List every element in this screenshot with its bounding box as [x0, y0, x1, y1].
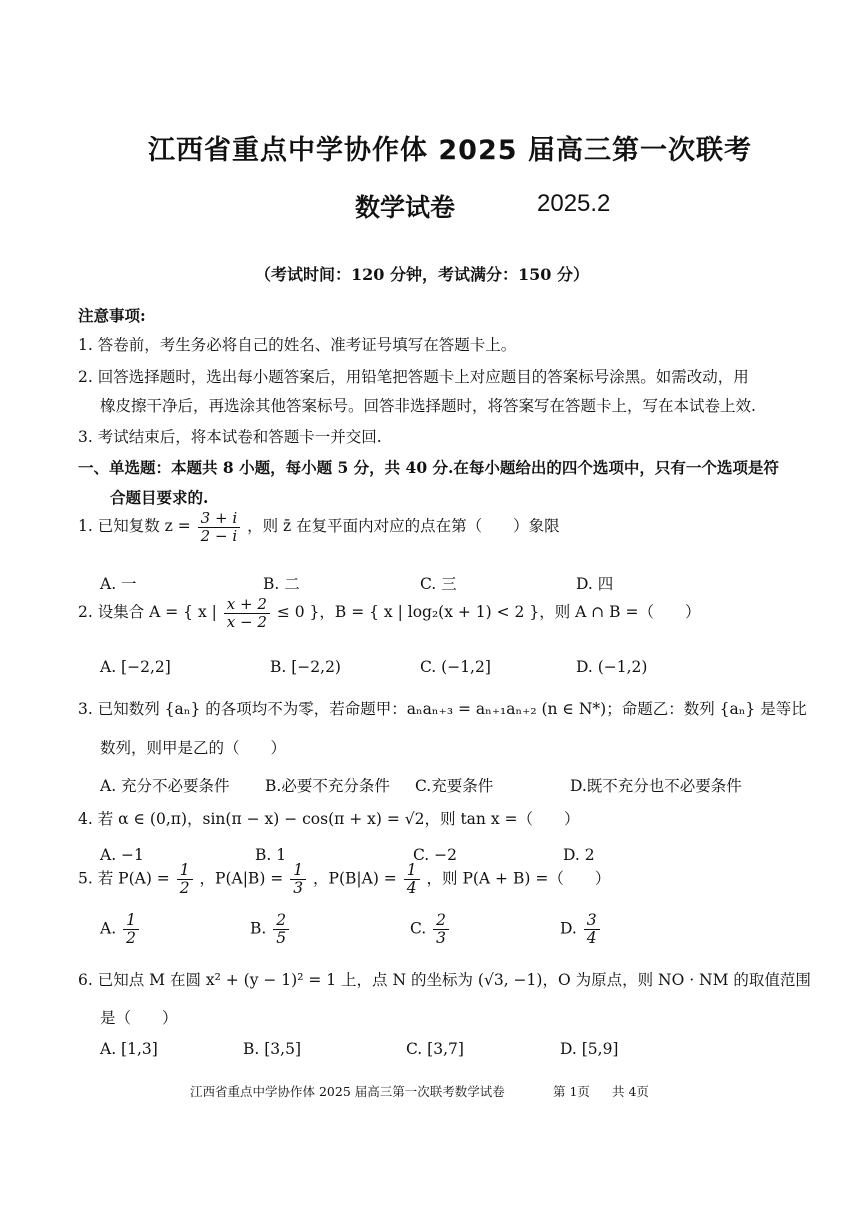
fraction-numerator: 3 — [584, 912, 600, 930]
fraction — [584, 912, 600, 947]
fraction-denominator: 2 − i — [200, 526, 238, 545]
option-a[interactable]: A. [1,3] — [100, 1040, 158, 1058]
notice-item: 橡皮擦干净后，再选涂其他答案标号。回答非选择题时，将答案写在答题卡上，写在本试卷上效. — [100, 397, 756, 415]
option-c[interactable]: C. (−1,2] — [420, 658, 491, 676]
question-2-tail: ≤ 0 }，B = { x | log₂(x + 1) < 2 }，则 A ∩ B =（ ） — [276, 603, 701, 621]
section-heading: 一、单选题：本题共 8 小题，每小题 5 分，共 40 分.在每小题给出的四个选项中，只有一个选项是符 — [78, 458, 779, 477]
exam-date: 2025.2 — [537, 190, 611, 217]
fraction-numerator: 1 — [123, 912, 139, 930]
fraction — [177, 862, 193, 897]
fraction-denominator: 3 — [436, 929, 447, 948]
option-b[interactable]: B.必要不充分条件 — [265, 777, 390, 795]
option-a[interactable]: A. 一 — [100, 575, 137, 593]
option-b[interactable]: B. [−2,2) — [270, 658, 341, 676]
fraction-numerator: x + 2 — [224, 596, 270, 614]
fraction-numerator: 1 — [290, 862, 306, 880]
fraction-denominator: 2 — [179, 879, 190, 898]
option-a[interactable]: A. 充分不必要条件 — [100, 777, 230, 795]
question-1-stem: 1. 已知复数 z = — [78, 517, 191, 535]
question-5-stem: 5. 若 P(A) = — [78, 869, 170, 888]
option-c[interactable]: C. 三 — [420, 575, 457, 593]
question-4: 4. 若 α ∈ (0,π)，sin(π − x) − cos(π + x) = √2，则 tan x =（ ） — [78, 810, 580, 828]
question-3-cont: 数列，则甲是乙的（ ） — [100, 739, 287, 757]
question-6-cont: 是（ ） — [100, 1009, 178, 1027]
option-label: C. — [410, 919, 427, 938]
fraction — [224, 596, 270, 630]
fraction-numerator: 2 — [433, 912, 449, 930]
fraction-numerator: 3 + i — [198, 510, 240, 528]
option-b[interactable]: B. [3,5] — [243, 1040, 301, 1058]
question-3: 3. 已知数列 {aₙ} 的各项均不为零，若命题甲：aₙaₙ₊₃ = aₙ₊₁aₙ₊₂ (n ∈ N*)；命题乙：数列 {aₙ} 是等比 — [78, 700, 807, 718]
fraction — [433, 912, 449, 947]
option-d[interactable] — [560, 912, 602, 947]
question-5-mid: ，P(B|A) = — [313, 869, 397, 888]
question-5-mid: ，P(A|B) = — [199, 869, 284, 888]
question-5 — [78, 862, 610, 897]
footer-page: 第 1页 — [553, 1084, 590, 1099]
option-d[interactable]: D. 四 — [576, 575, 614, 593]
option-a[interactable] — [100, 912, 141, 947]
question-1 — [78, 510, 560, 544]
option-b[interactable]: B. 二 — [263, 575, 300, 593]
question-2 — [78, 596, 700, 630]
option-d[interactable]: D.既不充分也不必要条件 — [570, 777, 742, 795]
fraction — [404, 862, 420, 897]
question-1-tail: ，则 z̄ 在复平面内对应的点在第（ ）象限 — [247, 517, 560, 535]
notice-item: 2. 回答选择题时，选出每小题答案后，用铅笔把答题卡上对应题目的答案标号涂黑。如需改动，用 — [78, 368, 749, 386]
fraction-numerator: 1 — [404, 862, 420, 880]
question-2-stem: 2. 设集合 A = { x | — [78, 603, 217, 621]
notice-heading: 注意事项: — [78, 306, 146, 325]
exam-title: 江西省重点中学协作体 2025 届高三第一次联考 — [148, 135, 752, 166]
fraction-denominator: x − 2 — [226, 612, 267, 631]
fraction-numerator: 2 — [273, 912, 289, 930]
notice-item: 1. 答卷前，考生务必将自己的姓名、准考证号填写在答题卡上。 — [78, 336, 517, 354]
option-c[interactable]: C.充要条件 — [415, 777, 494, 795]
option-d[interactable]: D. [5,9] — [560, 1040, 619, 1058]
footer-text: 江西省重点中学协作体 2025 届高三第一次联考数学试卷 — [190, 1084, 505, 1099]
option-c[interactable]: C. [3,7] — [406, 1040, 464, 1058]
section-heading-cont: 合题目要求的. — [110, 488, 209, 507]
option-d[interactable]: D. 2 — [563, 846, 595, 864]
fraction-denominator: 2 — [126, 929, 136, 948]
exam-info: （考试时间：120 分钟，考试满分：150 分） — [255, 265, 589, 284]
fraction-numerator: 1 — [177, 862, 193, 880]
notice-item: 3. 考试结束后，将本试卷和答题卡一并交回. — [78, 428, 382, 446]
option-c[interactable] — [410, 912, 451, 947]
fraction — [273, 912, 289, 947]
fraction — [290, 862, 306, 897]
fraction-denominator: 5 — [276, 929, 287, 948]
option-label: A. — [100, 919, 117, 938]
exam-subject: 数学试卷 — [355, 193, 456, 222]
fraction — [123, 912, 139, 947]
option-a[interactable]: A. [−2,2] — [100, 658, 171, 676]
option-label: B. — [250, 919, 267, 938]
fraction-denominator: 4 — [406, 879, 417, 898]
option-b[interactable]: B. 1 — [255, 846, 287, 864]
fraction — [198, 510, 240, 544]
option-a[interactable]: A. −1 — [100, 846, 144, 864]
option-b[interactable] — [250, 912, 291, 947]
question-6: 6. 已知点 M 在圆 x² + (y − 1)² = 1 上，点 N 的坐标为 (√3, −1)，O 为原点，则 NO · NM 的取值范围 — [78, 971, 811, 989]
option-c[interactable]: C. −2 — [413, 846, 458, 864]
fraction-denominator: 4 — [586, 929, 597, 948]
footer-total: 共 4页 — [612, 1084, 649, 1099]
fraction-denominator: 3 — [293, 879, 304, 898]
question-5-tail: ，则 P(A + B) =（ ） — [426, 869, 611, 888]
option-d[interactable]: D. (−1,2) — [576, 658, 648, 676]
option-label: D. — [560, 919, 577, 938]
